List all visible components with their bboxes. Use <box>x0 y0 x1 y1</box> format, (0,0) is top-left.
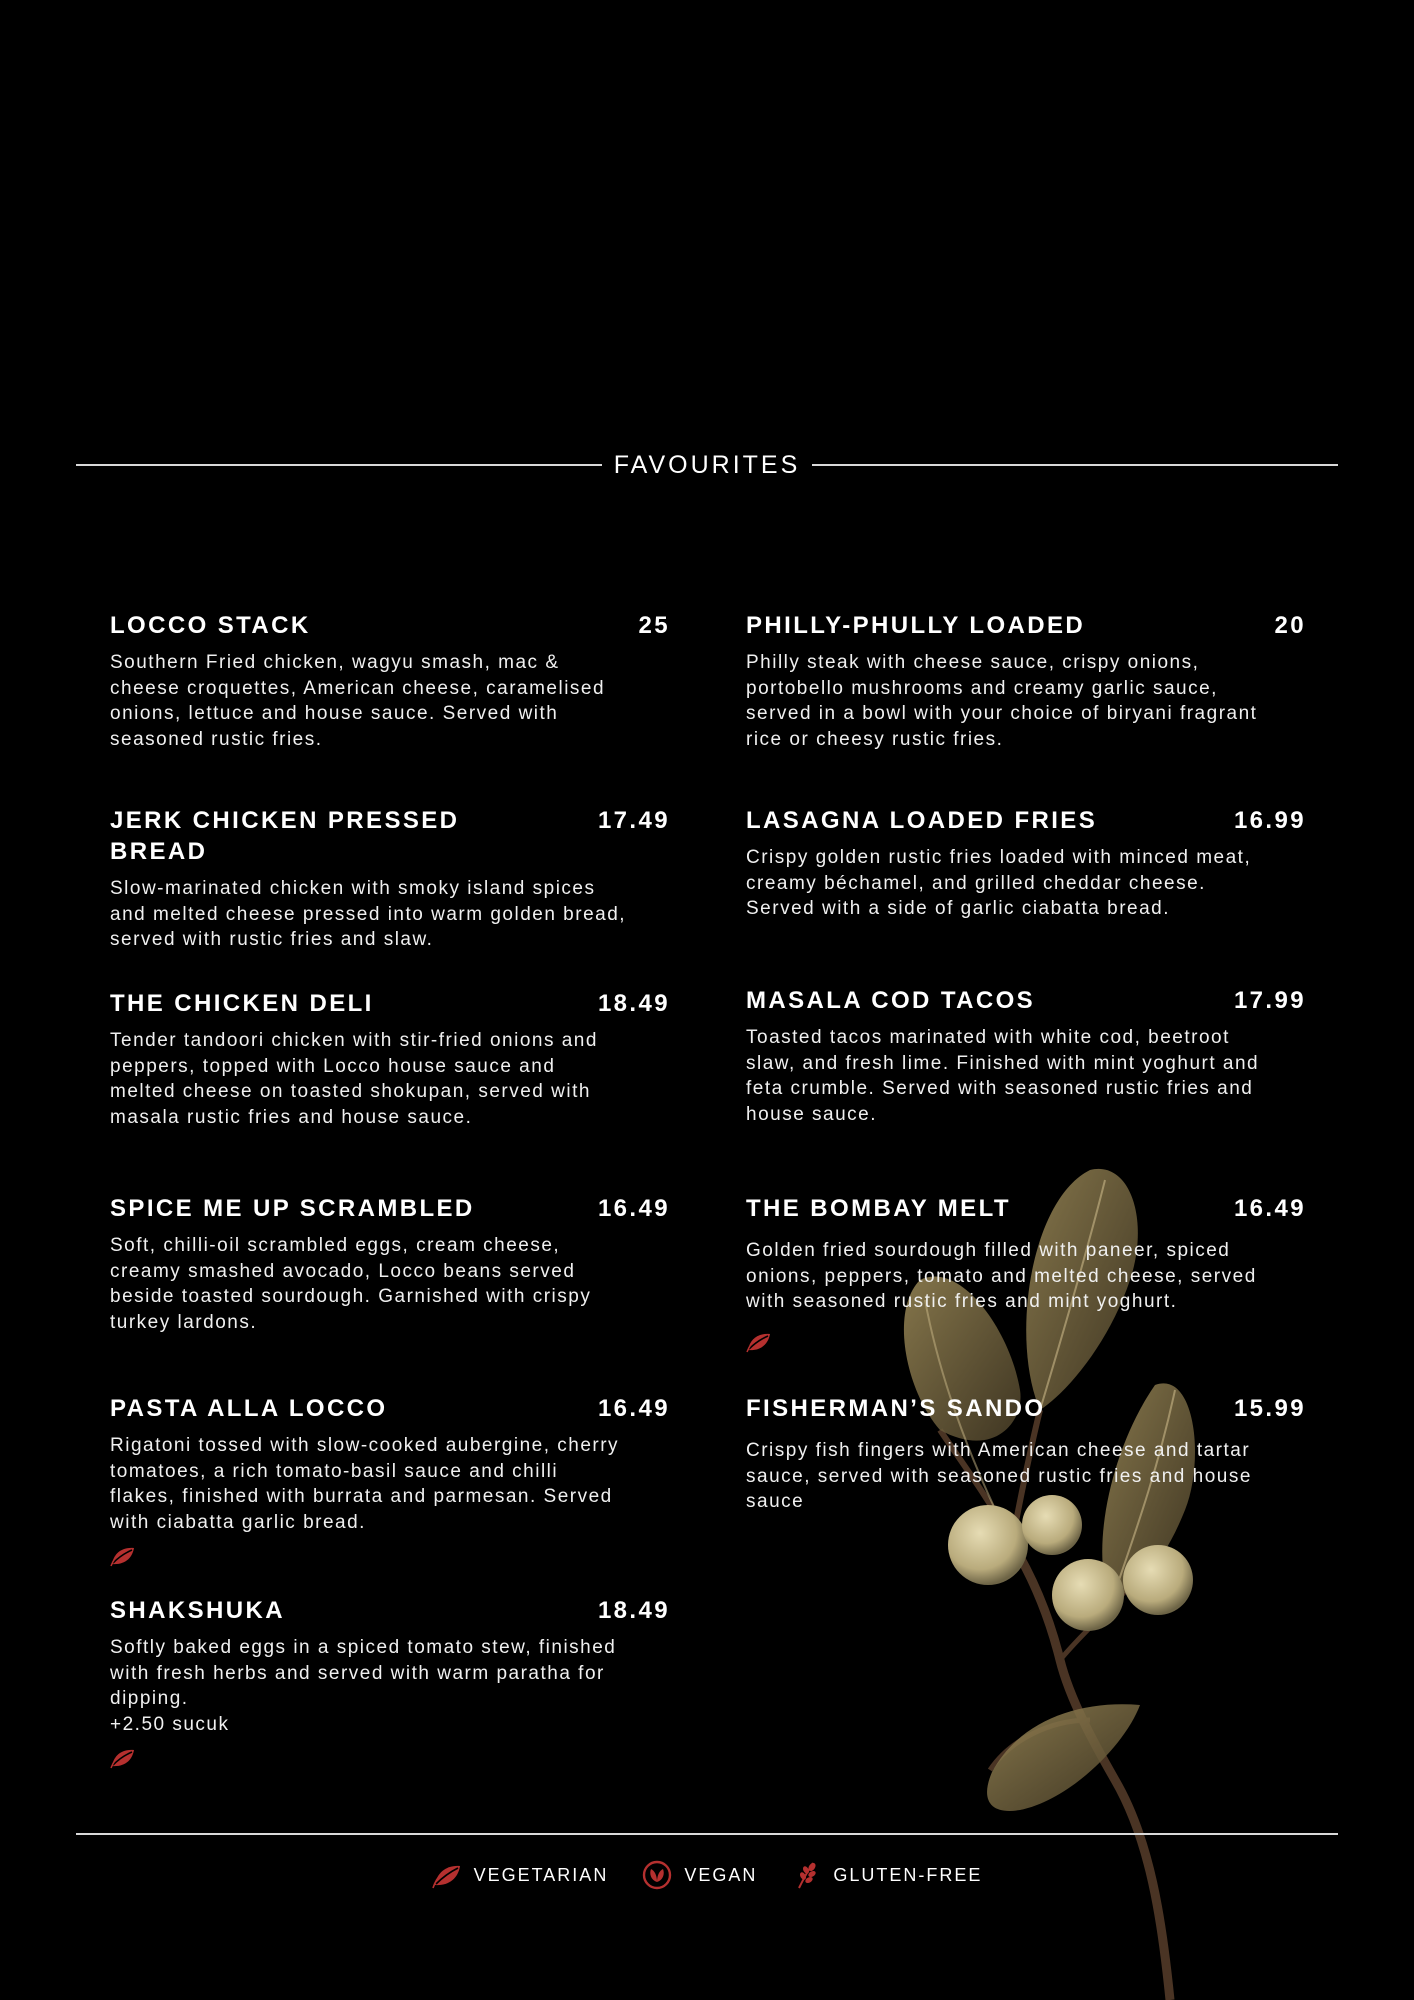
item-name: JERK CHICKEN PRESSED BREAD <box>110 807 460 865</box>
item-price: 15.99 <box>1233 1395 1306 1422</box>
item-name: MASALA COD TACOS <box>746 987 1036 1014</box>
item-name: SHAKSHUKA <box>110 1597 285 1624</box>
item-name: THE CHICKEN DELI <box>110 990 374 1017</box>
item-price: 20 <box>1274 612 1306 639</box>
legend-label: VEGAN <box>684 1864 758 1885</box>
item-description: Golden fried sourdough filled with paneer, spiced onions, peppers, tomato and melted cheese, served with seasoned rustic fries and mint yoghurt. <box>746 1240 1257 1312</box>
legend-label: VEGETARIAN <box>473 1864 609 1885</box>
vegetarian-icon <box>110 1545 136 1567</box>
section-header <box>76 448 1338 482</box>
vegetarian-icon <box>110 1747 136 1769</box>
item-price: 16.49 <box>597 1195 670 1222</box>
item-name: SPICE ME UP SCRAMBLED <box>110 1195 475 1222</box>
item-description: Soft, chilli-oil scrambled eggs, cream cheese, creamy smashed avocado, Locco beans served beside toasted sourdough. Garnished with crispy turkey lardons. <box>110 1235 592 1333</box>
item-description: Crispy golden rustic fries loaded with minced meat, creamy béchamel, and grilled cheddar cheese. Served with a side of garlic ciabatta bread. <box>746 847 1252 919</box>
menu-item <box>110 1595 670 1769</box>
item-price: 16.49 <box>597 1395 670 1422</box>
item-description: Toasted tacos marinated with white cod, beetroot slaw, and fresh lime. Finished with mint yoghurt and feta crumble. Served with seasoned rustic fries and house sauce. <box>746 1027 1260 1125</box>
item-description: Softly baked eggs in a spiced tomato stew, finished with fresh herbs and served with warm paratha for dipping. +2.50 sucuk <box>110 1637 617 1735</box>
menu-item <box>110 1393 670 1567</box>
item-name: PHILLY-PHULLY LOADED <box>746 612 1086 639</box>
menu-item <box>110 805 670 953</box>
menu-item <box>746 985 1306 1127</box>
menu-item <box>746 610 1306 752</box>
item-description: Slow-marinated chicken with smoky island spices and melted cheese pressed into warm golden bread, served with rustic fries and slaw. <box>110 878 627 950</box>
item-name: FISHERMAN’S SANDO <box>746 1395 1046 1422</box>
dietary-legend <box>0 1860 1414 1890</box>
menu-item <box>746 1393 1306 1515</box>
menu-item <box>110 610 670 752</box>
item-description: Southern Fried chicken, wagyu smash, mac & cheese croquettes, American cheese, caramelised onions, lettuce and house sauce. Served with seasoned rustic fries. <box>110 652 606 750</box>
item-price: 25 <box>638 612 670 639</box>
item-price: 18.49 <box>597 1597 670 1624</box>
header-rule-right <box>812 464 1338 466</box>
item-name: LOCCO STACK <box>110 612 311 639</box>
item-description: Philly steak with cheese sauce, crispy onions, portobello mushrooms and creamy garlic sauce, served in a bowl with your choice of biryani fragrant rice or cheesy rustic fries. <box>746 652 1258 750</box>
menu-item <box>746 1193 1306 1353</box>
item-name: PASTA ALLA LOCCO <box>110 1395 388 1422</box>
legend-label: GLUTEN-FREE <box>833 1864 983 1885</box>
item-price: 17.49 <box>597 807 670 834</box>
menu-item <box>746 805 1306 922</box>
item-price: 18.49 <box>597 990 670 1017</box>
item-description: Rigatoni tossed with slow-cooked aubergine, cherry tomatoes, a rich tomato-basil sauce and chilli flakes, finished with burrata and parmesan. Served with ciabatta garlic bread. <box>110 1435 620 1533</box>
item-description: Tender tandoori chicken with stir-fried onions and peppers, topped with Locco house sauce and melted cheese on toasted shokupan, served with masala rustic fries and house sauce. <box>110 1030 598 1128</box>
item-price: 16.49 <box>1233 1195 1306 1222</box>
header-rule-left <box>76 464 602 466</box>
item-name: THE BOMBAY MELT <box>746 1195 1011 1222</box>
section-title: FAVOURITES <box>613 450 801 479</box>
item-price: 16.99 <box>1233 807 1306 834</box>
legend-vegetarian <box>432 1860 609 1890</box>
menu-item <box>110 1193 670 1335</box>
legend-vegan <box>642 1860 757 1890</box>
item-price: 17.99 <box>1233 987 1306 1014</box>
gluten-free-icon <box>791 1860 821 1890</box>
legend-gluten-free <box>791 1860 982 1890</box>
vegan-icon <box>642 1860 672 1890</box>
menu-item <box>110 988 670 1130</box>
item-name: LASAGNA LOADED FRIES <box>746 807 1098 834</box>
vegetarian-icon <box>746 1331 772 1353</box>
item-description: Crispy fish fingers with American cheese and tartar sauce, served with seasoned rustic fries and house sauce <box>746 1440 1252 1512</box>
vegetarian-icon <box>432 1860 462 1890</box>
footer-rule <box>76 1833 1338 1835</box>
